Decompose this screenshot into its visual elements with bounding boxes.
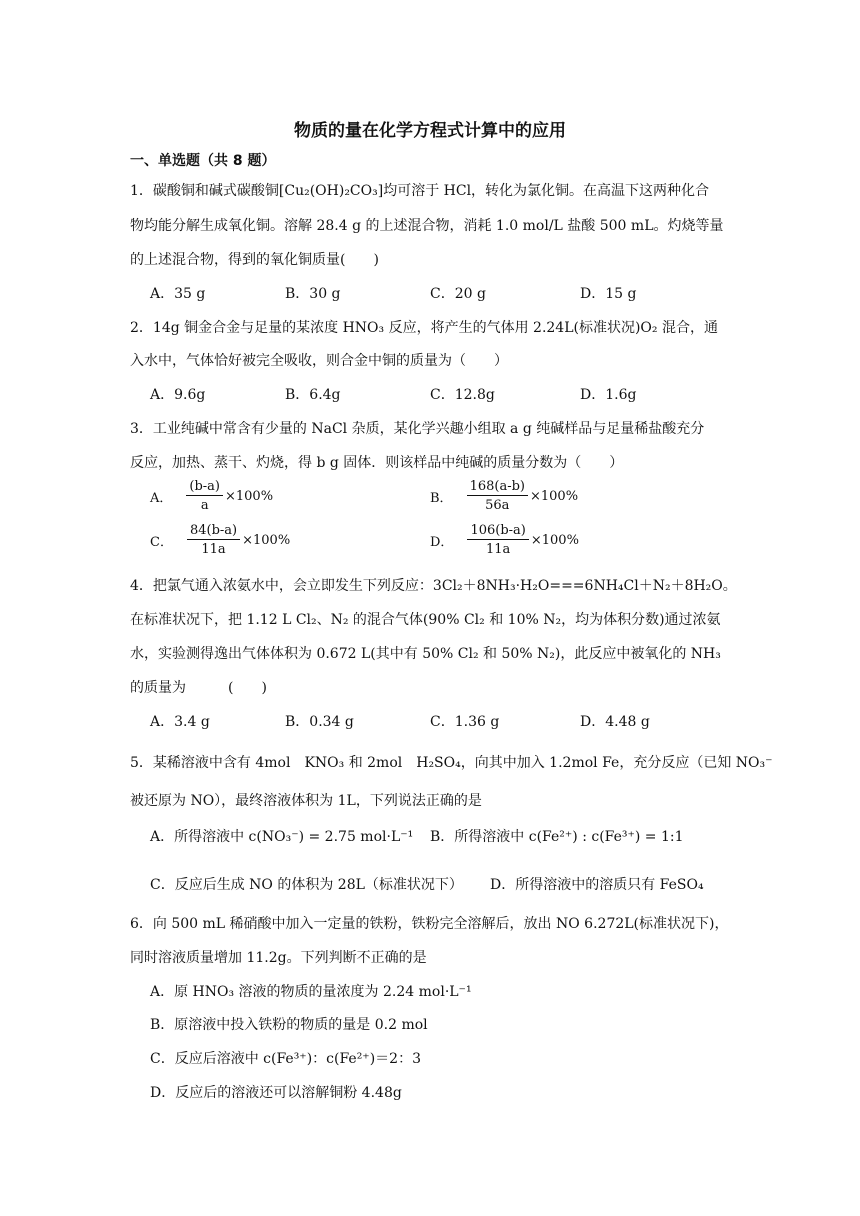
q3-option-b-tail: ×100% (529, 488, 579, 504)
q3-option-d-numerator: 106(b-a) (467, 523, 528, 540)
q5-option-a[interactable]: A．所得溶液中 c(NO₃⁻) = 2.75 mol·L⁻¹ (150, 829, 414, 845)
q3-option-d[interactable] (430, 523, 579, 557)
q3-option-b-denominator: 56a (485, 498, 510, 513)
q6-option-c[interactable]: C．反应后溶液中 c(Fe³⁺)：c(Fe²⁺)＝2：3 (150, 1051, 421, 1067)
q5-option-c[interactable]: C．反应后生成 NO 的体积为 28L（标准状况下） (150, 877, 463, 893)
q3-option-b[interactable] (430, 479, 578, 513)
q1-option-c[interactable]: C．20 g (430, 286, 486, 302)
q4-line-1: 4．把氯气通入浓氨水中，会立即发生下列反应：3Cl₂＋8NH₃·H₂O===6NH₄Cl＋N₂＋8H₂O。 (130, 578, 737, 594)
q3-option-a[interactable] (150, 479, 273, 513)
q4-line-4: 的质量为 ( ) (130, 680, 267, 696)
q5-line-1: 5．某稀溶液中含有 4mol KNO₃ 和 2mol H₂SO₄，向其中加入 1.2mol Fe，充分反应（已知 NO₃⁻ (130, 755, 773, 771)
q1-line-2: 物均能分解生成氧化铜。溶解 28.4 g 的上述混合物，消耗 1.0 mol/L 盐酸 500 mL。灼烧等量 (130, 218, 724, 234)
q4-option-a[interactable]: A．3.4 g (150, 714, 210, 730)
q3-option-d-tail: ×100% (530, 532, 579, 548)
q6-line-2: 同时溶液质量增加 11.2g。下列判断不正确的是 (130, 950, 427, 966)
q4-line-3: 水，实验测得逸出气体体积为 0.672 L(其中有 50% Cl₂ 和 50% N₂)，此反应中被氧化的 NH₃ (130, 646, 721, 662)
q4-option-b[interactable]: B．0.34 g (285, 714, 354, 730)
q2-option-d[interactable]: D．1.6g (580, 387, 637, 403)
section-heading: 一、单选题（共 8 题） (130, 153, 276, 169)
q2-line-1: 2．14g 铜金合金与足量的某浓度 HNO₃ 反应，将产生的气体用 2.24L(标准状况)O₂ 混合，通 (130, 320, 718, 336)
q3-option-c-numerator: 84(b-a) (187, 523, 240, 540)
q1-option-d[interactable]: D．15 g (580, 286, 637, 302)
q4-option-d[interactable]: D．4.48 g (580, 714, 650, 730)
q5-option-b[interactable]: B．所得溶液中 c(Fe²⁺) : c(Fe³⁺) = 1:1 (430, 829, 684, 845)
q3-option-d-label: D． (430, 534, 454, 550)
q1-line-1: 1．碳酸铜和碱式碳酸铜[Cu₂(OH)₂CO₃]均可溶于 HCl，转化为氯化铜。在高温下这两种化合 (130, 183, 710, 199)
q4-line-2: 在标准状况下，把 1.12 L Cl₂、N₂ 的混合气体(90% Cl₂ 和 10% N₂，均为体积分数)通过浓氨 (130, 612, 721, 628)
q3-option-a-numerator: (b-a) (186, 479, 223, 496)
q2-option-a[interactable]: A．9.6g (150, 387, 206, 403)
q1-option-a[interactable]: A．35 g (150, 286, 206, 302)
q3-option-d-denominator: 11a (486, 542, 511, 557)
q3-option-a-tail: ×100% (225, 488, 274, 504)
q2-option-c[interactable]: C．12.8g (430, 387, 495, 403)
q3-option-a-denominator: a (200, 498, 209, 513)
page-title: 物质的量在化学方程式计算中的应用 (294, 121, 566, 141)
q6-option-a[interactable]: A．原 HNO₃ 溶液的物质的量浓度为 2.24 mol·L⁻¹ (150, 984, 472, 1000)
q2-line-2: 入水中，气体恰好被完全吸收，则合金中铜的质量为（ ） (130, 353, 508, 369)
q2-option-b[interactable]: B．6.4g (285, 387, 341, 403)
q6-option-b[interactable]: B．原溶液中投入铁粉的物质的量是 0.2 mol (150, 1017, 428, 1033)
q3-option-c[interactable] (150, 523, 290, 557)
q5-line-2: 被还原为 NO），最终溶液体积为 1L，下列说法正确的是 (130, 793, 482, 809)
q3-line-2: 反应，加热、蒸干、灼烧，得 b g 固体．则该样品中纯碱的质量分数为（ ） (130, 455, 624, 471)
q3-option-a-label: A． (150, 490, 173, 506)
q1-option-b[interactable]: B．30 g (285, 286, 341, 302)
q5-option-d[interactable]: D．所得溶液中的溶质只有 FeSO₄ (490, 877, 704, 893)
q3-line-1: 3．工业纯碱中常含有少量的 NaCl 杂质，某化学兴趣小组取 a g 纯碱样品与足量稀盐酸充分 (130, 421, 705, 437)
q1-line-3: 的上述混合物，得到的氧化铜质量( ) (130, 252, 379, 268)
q6-line-1: 6．向 500 mL 稀硝酸中加入一定量的铁粉，铁粉完全溶解后，放出 NO 6.272L(标准状况下)， (130, 916, 729, 932)
q3-option-c-tail: ×100% (242, 532, 291, 548)
q6-option-d[interactable]: D．反应后的溶液还可以溶解铜粉 4.48g (150, 1085, 402, 1101)
q3-option-c-label: C． (150, 534, 173, 550)
q3-option-b-label: B． (430, 490, 453, 506)
q3-option-b-numerator: 168(a-b) (467, 479, 528, 496)
q3-option-c-denominator: 11a (201, 542, 226, 557)
q4-option-c[interactable]: C．1.36 g (430, 714, 500, 730)
